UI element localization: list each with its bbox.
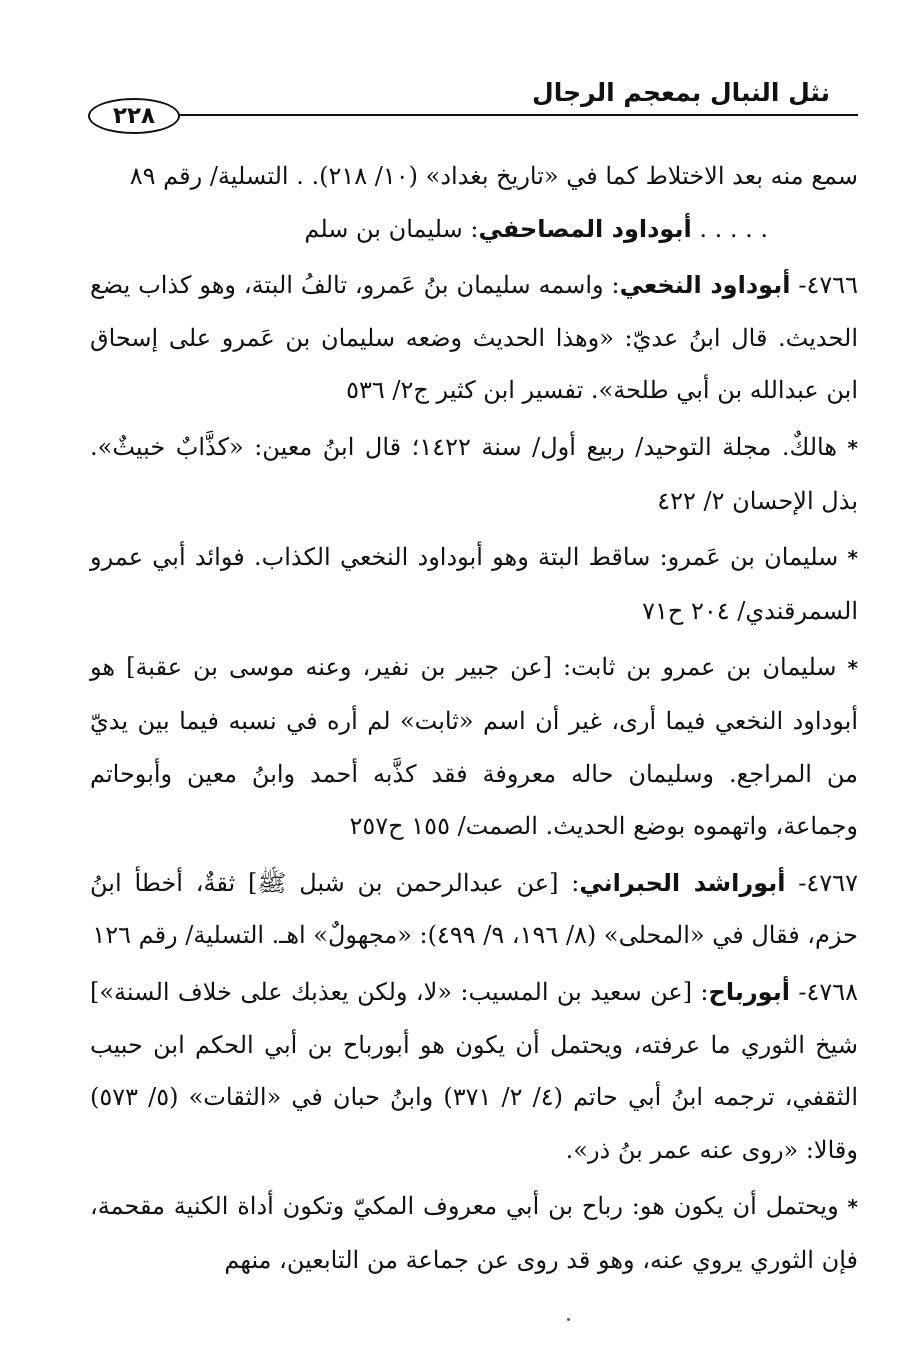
entry-number: ٤٧٦٨- [789, 977, 858, 1006]
paragraph [90, 966, 858, 1176]
paragraph [90, 259, 858, 417]
paragraph-text: : [عن سعيد بن المسيب: «لا، ولكن يعذبك على خلاف السنة»] شيخ الثوري ما عرفته، ويحتمل أن يكون هو أبورباح بن أبي الحكم ابن حبيب الثقفي، ترجمه ابنُ أبي حاتم (٤/ ٢/ ٣٧١) وابنُ حبان في «الثقات» (٥/ ٥٧٣) وقالا: «روى عنه عمر بنُ ذر». [90, 977, 859, 1164]
asterisk-bullet: * [847, 1195, 858, 1220]
narrator-name: أبوداود النخعي [619, 271, 791, 300]
paragraph-text: سمع منه بعد الاختلاط كما في «تاريخ بغداد» (١٠/ ٢١٨). . التسلية/ رقم ٨٩ [129, 162, 858, 190]
entry-number: ٤٧٦٦- [790, 271, 859, 300]
paragraph [90, 150, 858, 203]
asterisk-bullet: * [847, 656, 858, 681]
paragraph-text: سليمان بن عمرو بن ثابت: [عن جبير بن نفير، وعنه موسى بن عقبة] هو أبوداود النخعي فيما أرى، غير أن اسم «ثابت» لم أره في نسبه فيما بين يديّ من المراجع. وسليمان حاله معروفة فقد كذَّبه أحمد وابنُ معين وأبوحاتم وجماعة، واتهموه بوضع الحديث. الصمت/ ١٥٥ ح٢٥٧ [90, 653, 858, 841]
narrator-name: أبورباح [708, 977, 790, 1006]
paragraph-text: سليمان بن عَمرو: ساقط البتة وهو أبوداود النخعي الكذاب. فوائد أبي عمرو السمرقندي/ ٢٠٤ ح٧١ [90, 543, 858, 625]
scan-speck [567, 1318, 570, 1321]
header-rule [90, 114, 858, 116]
running-title: نثل النبال بمعجم الرجال [532, 78, 830, 107]
paragraph-text: : واسمه سليمان بنُ عَمرو، تالفُ البتة، وهو كذاب يضع الحديث. قال ابنُ عديّ: «وهذا الحديث وضعه سليمان بن عَمرو على إسحاق ابن عبدالله بن أبي طلحة». تفسير ابن كثير ج٢/ ٥٣٦ [90, 271, 858, 405]
paragraph [90, 641, 858, 852]
paragraph [90, 421, 858, 527]
paragraph-text: : [عن عبدالرحمن بن شبل ﷺ] ثقةٌ، أخطأ ابنُ حزم، فقال في «المحلى» (٨/ ١٩٦، ٩/ ٤٩٩): «مجهولٌ» اهـ. التسلية/ رقم ١٢٦ [90, 868, 858, 950]
asterisk-bullet: * [847, 546, 858, 571]
entry-number: ٤٧٦٧- [785, 868, 858, 897]
paragraph-text: ويحتمل أن يكون هو: رباح بن أبي معروف المكيّ وتكون أداة الكنية مقحمة، فإن الثوري يروي عنه، وهو قد روى عن جماعة من التابعين، منهم [90, 1192, 858, 1274]
narrator-name: أبوداود المصاحفي [478, 214, 692, 243]
page-number: ٢٢٨ [88, 98, 180, 134]
entry-number: . . . . . [691, 214, 768, 243]
paragraph [90, 203, 858, 256]
narrator-name: أبوراشد الحبراني [579, 868, 786, 897]
paragraph [90, 1180, 858, 1286]
paragraph-text: هالكٌ. مجلة التوحيد/ ربيع أول/ سنة ١٤٢٢؛ قال ابنُ معين: «كذَّابٌ خبيثٌ». بذل الإحسان ٢/ ٤٢٢ [90, 432, 858, 515]
paragraph [90, 857, 858, 962]
paragraph-text: : سليمان بن سلم [304, 214, 479, 243]
asterisk-bullet: * [847, 435, 858, 460]
page-body [90, 150, 858, 1286]
paragraph [90, 531, 858, 637]
